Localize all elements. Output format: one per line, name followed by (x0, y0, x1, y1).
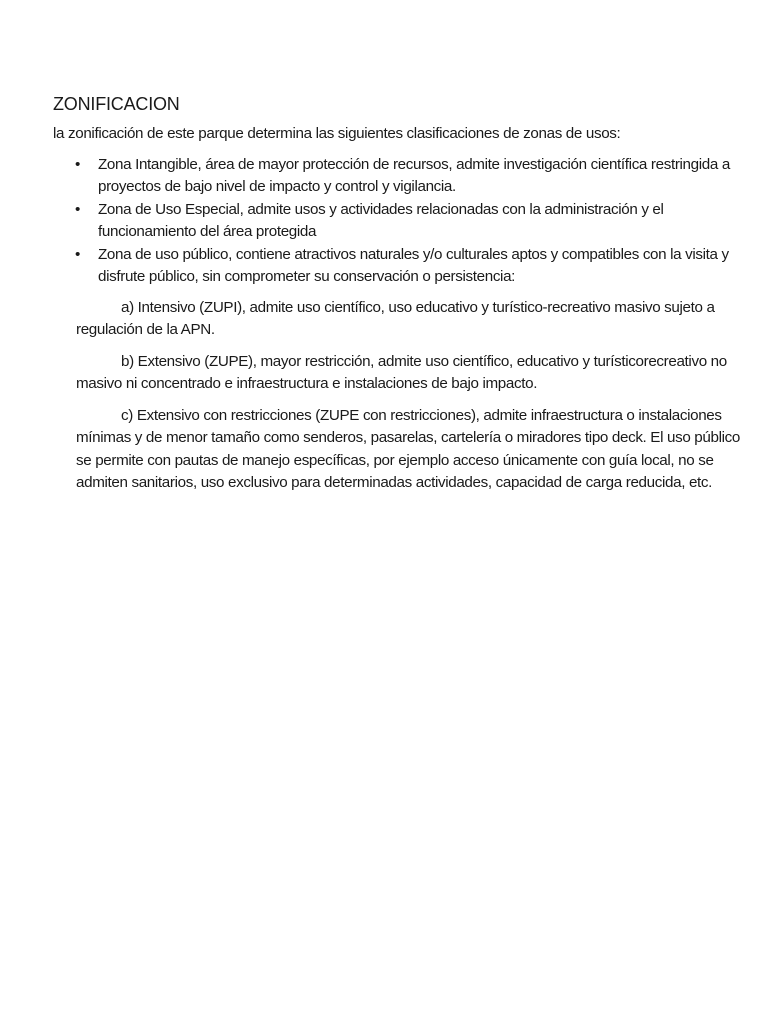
intro-paragraph: la zonificación de este parque determina las siguientes clasificaciones de zonas de usos: (53, 125, 621, 142)
list-item (53, 199, 743, 244)
bullet-icon: • (75, 200, 80, 218)
bullet-icon: • (75, 245, 80, 263)
subzone-paragraph: b) Extensivo (ZUPE), mayor restricción, admite uso científico, educativo y turísticorecreativo no masivo ni concentrado e infraestructura e instalaciones de bajo impacto. (76, 352, 727, 392)
list-item (53, 154, 743, 199)
document-body (53, 92, 743, 495)
bullet-icon: • (75, 155, 80, 173)
subzone-paragraph: a) Intensivo (ZUPI), admite uso científico, uso educativo y turístico-recreativo masivo sujeto a regulación de la APN. (76, 298, 715, 338)
list-item-text: Zona de Uso Especial, admite usos y actividades relacionadas con la administración y el funcionamiento del área protegida (98, 200, 664, 240)
list-item-text: Zona Intangible, área de mayor protección de recursos, admite investigación científica restringida a proyectos de bajo nivel de impacto y control y vigilancia. (98, 155, 730, 195)
section-heading: ZONIFICACION (53, 94, 180, 114)
subzone-paragraph: c) Extensivo con restricciones (ZUPE con restricciones), admite infraestructura o instalaciones mínimas y de menor tamaño como senderos, pasarelas, cartelería o miradores tipo deck. El uso público se permite con pautas de manejo específicas, por ejemplo acceso únicamente con guía local, no se admiten sanitarios, uso exclusivo para determinadas actividades, capacidad de carga reducida, etc. (76, 406, 740, 491)
zone-bullet-list (53, 154, 743, 289)
list-item-text: Zona de uso público, contiene atractivos naturales y/o culturales aptos y compatibles con la visita y disfrute público, sin comprometer su conservación o persistencia: (98, 245, 729, 285)
list-item (53, 244, 743, 289)
